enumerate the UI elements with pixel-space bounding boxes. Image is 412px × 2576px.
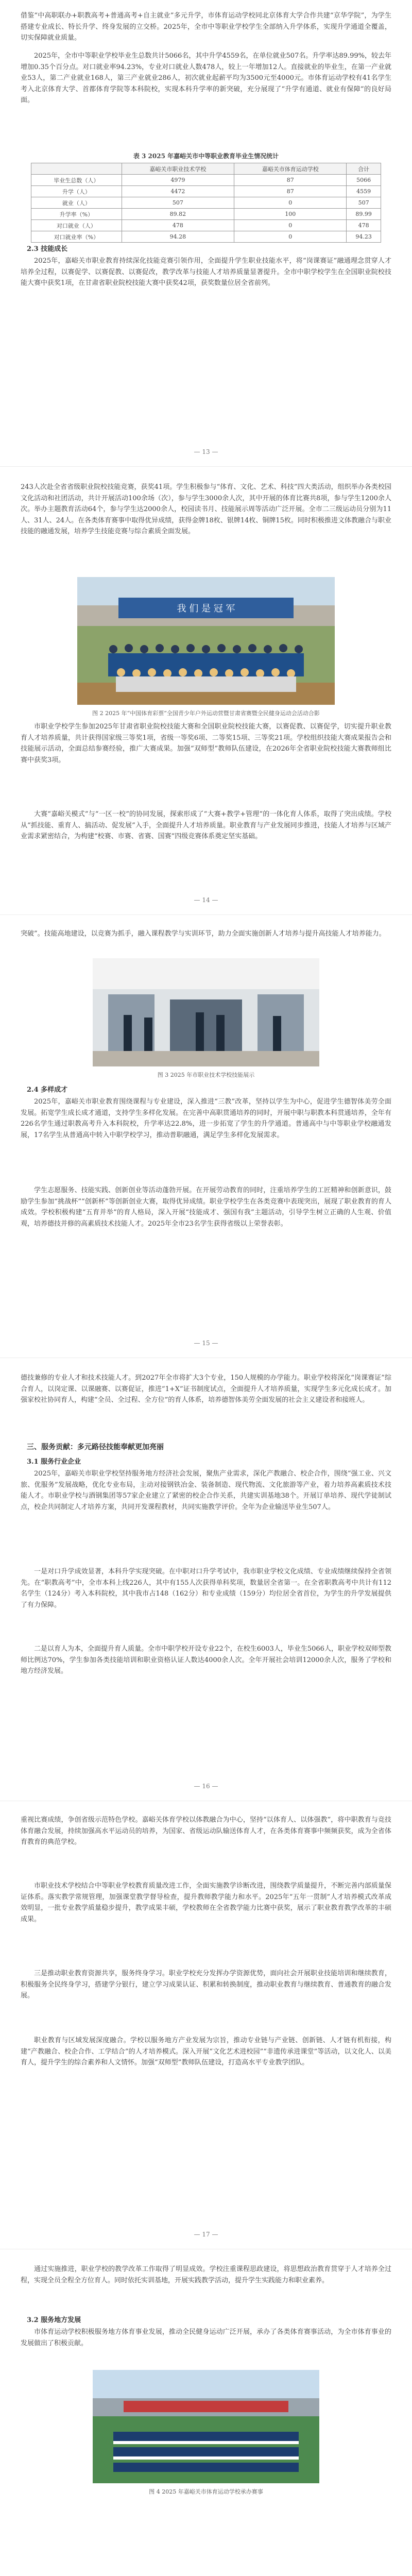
- page5-paragraph-1: 重视比赛成绩，争创省级示范特色学校。嘉峪关体育学校以体教融合为中心，坚持“以体育人、以体强教”，将中职教育与竞技体育融合发展，持续加强高水平运动员的培养，为国家、省级运动队输送体育人才，在各类体育赛事中频频获奖，成为全省体育教育的典范学校。: [21, 1816, 391, 1846]
- table-row: [31, 220, 381, 231]
- page5-paragraph-3: 三是推动职业教育资源共享，服务终身学习。职业学校充分发挥办学资源优势，面向社会开展职业技能培训和继续教育，积极服务全民终身学习，搭建学分银行，建立学习成果认证、积累和转换制度，推动职业教育与继续教育、普通教育的融合发展。: [21, 1970, 391, 1999]
- page-divider: [0, 466, 412, 467]
- sports-event-illustration: [93, 2370, 319, 2483]
- table-row: [31, 175, 381, 186]
- page2-paragraph-1: 243人次赴全省省级职业院校技能竞赛，获奖41项。学生积极参与“体育、文化、艺术、科技”四大类活动，组织举办各类校园文化活动和社团活动，共计开展活动100余场（次），参与学生3000余人次，其中开展的体育比赛共8项，参与学生1200余人次。举办主题教育活动64个，参与学生达2000余人，校园读书月、技能展示周等活动广泛开展。全市二三级运动员分别为11人、31人、24人。在各类体育赛事中取得优异成绩，获得金牌18枚、银牌14枚、铜牌15枚。同时积极推进文体教融合与职业技能的融通发展，培养学生技能竞赛与综合素质全面发展。: [21, 483, 391, 535]
- table-cell: 87: [234, 186, 347, 197]
- page5-paragraph-2: 市职业技术学校结合中等职业学校教育质量改进工作，全面实施教学诊断改进，围绕教学质量提升，不断完善内部质量保证体系。落实教学常规管理，加强课堂教学督导检查，提升教师教学能力和水平。2025年“五年一贯制”人才培养模式改革成效明显，一批专业教学质量稳步提升，教学成果丰硕，学校教师在全省教学能力比赛中获奖，展示了职业教育教学改革的丰硕成果。: [21, 1882, 391, 1923]
- page4-paragraph-1: 德技兼修的专业人才和技术技能人才。到2027年全市将扩大3个专业，150人规模的办学能力。职业学校将深化“岗课赛证”综合育人，以岗定课、以课融赛、以赛促证，推进“1+X”证书制度试点，全面提升人才培养质量，实现学生多元化成长成才。加强家校社协同育人，构建“全员、全过程、全方位”的育人体系，培养德智体美劳全面发展的社会主义建设者和接班人。: [21, 1374, 391, 1404]
- table-cell: 4559: [347, 186, 381, 197]
- team-award-photo: [77, 577, 335, 705]
- table-header-row: [31, 163, 381, 175]
- table-cell: 对口就业率（%）: [31, 231, 122, 243]
- table-row: [31, 209, 381, 220]
- page4-paragraph-3: 一是对口升学成效显著，本科升学实现突破。在中职对口升学考试中，我市职业学校文化成绩、专业成绩继续保持全省领先。在“职教高考”中，全市本科上线226人，其中有155人次获得单科奖项，数量居全省第一。在全省职教高考中共计有112名学生（124分）考入本科院校，其中我市占148（162分）和专业成绩（159分）均位居全省首位，为学生的升学发展提供了有力保障。: [21, 1568, 391, 1609]
- page-number: — 14 —: [194, 896, 218, 904]
- skills-show-illustration: [93, 958, 319, 1066]
- page6-paragraph-1: 通过实施推进，职业学校的教学改革工作取得了明显成效。学校注重课程思政建设，将思想政治教育贯穿于人才培养全过程，实现全员全程全方位育人。同时依托实训基地，开展实践教学活动，提升学生实践能力和职业素养。: [21, 2265, 391, 2284]
- page-number: — 15 —: [194, 1340, 218, 1347]
- table-cell: 毕业生总数（人）: [31, 175, 122, 186]
- table-cell: 94.28: [122, 231, 234, 243]
- page4-paragraph-4: 二是以育人为本，全面提升育人质量。全市中职学校开设专业22个，在校生6003人，毕业生5066人，职业学校双师型教师比例达70%，学生参加各类技能培训和职业资格认证人数达4000余人次。全年开展社会培训12000余人次，服务了学校和地方经济发展。: [21, 1645, 391, 1675]
- table-cell: 0: [234, 220, 347, 231]
- table-cell: 478: [122, 220, 234, 231]
- page-divider: [0, 914, 412, 915]
- table-cell: 升学率（%）: [31, 209, 122, 220]
- table-row: [31, 186, 381, 197]
- page1-paragraph-3: 2025年，嘉峪关市职业教育持续深化技能竞赛引领作用，全面提升学生职业技能水平，将“岗课赛证”融通理念贯穿人才培养全过程，以赛促学、以赛促教、以赛促改，教学改革与技能人才培养质量显著提升。全市中职学校学生在全国职业院校技能大赛中获奖1项，在甘肃省职业院校技能大赛中获奖42项，获奖数量位居全省前列。: [21, 257, 391, 287]
- table-cell: 4979: [122, 175, 234, 186]
- table-header-cell: 合计: [347, 163, 381, 175]
- section-subheading: 2.4 多样成才: [27, 1086, 68, 1094]
- page3-paragraph-2: 2025年，嘉峪关市职业教育围绕课程与专业建设，深入推进“三教”改革，坚持以学生为中心，促进学生德智体美劳全面发展。拓宽学生成长成才通道，支持学生多样化发展。在完善中高职贯通培养的同时，开展中职与职教本科贯通培养，全年有226名学生通过职教高考升入本科院校，升学率达22.8%，进一步拓宽了学生的升学通道。普通高中与中等职业学校融通发展，17名学生从普通高中转入中职学校学习，推动普职融通，满足学生多样化发展需求。: [21, 1098, 391, 1139]
- page3-paragraph-1: 突破”。技能高地建设，以竞赛为抓手，融入课程教学与实训环节，助力全面实施创新人才培养与提升高技能人才培养能力。: [21, 930, 386, 938]
- table-cell: 对口就业（人）: [31, 220, 122, 231]
- table-cell: 478: [347, 220, 381, 231]
- page3-paragraph-3: 学生志愿服务、技能实践、创新创业等活动蓬勃开展。在开展劳动教育的同时，注重培养学生的工匠精神和创新意识，鼓励学生参加“挑战杯”“创新杯”等创新创业大赛，取得优异成绩。职业学校学生在各类竞赛中表现突出，展现了职业教育的育人成效。学校积极构建“五育并举”的育人格局，深入开展“技能成才、强国有我”主题活动，引导学生树立正确的人生观、价值观，培养德技并修的高素质技术技能人才。2025年全市23名学生获得省级以上荣誉表彰。: [21, 1187, 391, 1228]
- graduate-statistics-table: [31, 163, 381, 243]
- table-header-cell: [31, 163, 122, 175]
- photo-caption: 图 4 2025 年嘉峪关市体育运动学校承办赛事: [149, 2488, 263, 2495]
- table-cell: 100: [234, 209, 347, 220]
- page1-paragraph-1: 借鉴“中高职联办+职教高考+普通高考+自主就业”多元升学，市体育运动学校同北京体育大学合作共建“京华学院”，为学生搭建专业成长、特长升学、终身发展的立交桥。2025年，全市中等职业学校学生全部纳入升学体系，实现升学通道全覆盖，切实保障就业质量。: [21, 12, 391, 42]
- banner-text: 我 们 是 冠 军: [177, 603, 235, 614]
- section-subheading: 3.1 服务行业企业: [27, 1458, 81, 1466]
- table-row: [31, 197, 381, 209]
- table-caption: 表 3 2025 年嘉峪关市中等职业教育毕业生情况统计: [133, 152, 279, 160]
- sports-event-photo: [93, 2370, 319, 2483]
- table-cell: 87: [234, 175, 347, 186]
- page2-paragraph-2: 市职业学校学生参加2025年甘肃省职业院校技能大赛和全国职业院校技能大赛，以赛促教、以赛促学，切实提升职业教育人才培养质量，共计获得国家级三等奖1项，省级一等奖6项、二等奖15项、三等奖21项。学校组织技能大赛成果报告会和技能展示活动，全面总结参赛经验，推广大赛成果。加强“双师型”教师队伍建设，在2026年全省职业院校技能大赛教师组比赛中获奖3项。: [21, 723, 391, 764]
- table-cell: 0: [234, 197, 347, 209]
- section-subheading: 3.2 服务地方发展: [27, 2316, 81, 2324]
- table-cell: 就业（人）: [31, 197, 122, 209]
- page1-paragraph-2: 2025年，全市中等职业学校毕业生总数共计5066名，其中升学4559名，在单位就业507名。升学率达89.99%，较去年增加0.35个百分点。对口就业率94.23%，专业对口就业人数478人，较上一年增加12人。直接就业的毕业生，在第一产业就业53人，第二产业就业168人，第三产业就业286人，初次就业起薪平均为3500元至4000元。市体育运动学校有41名学生考入北京体育大学、首都体育学院等本科院校，实现本科升学率的新突破，充分展现了“升学有通道、就业有保障”的良好局面。: [21, 52, 391, 104]
- page-number: — 17 —: [194, 2231, 218, 2238]
- table-header-cell: 嘉峪关市体育运动学校: [234, 163, 347, 175]
- table-cell: 4472: [122, 186, 234, 197]
- table-cell: 507: [347, 197, 381, 209]
- page6-paragraph-2: 市体育运动学校积极服务地方体育事业发展，推动全民健身运动广泛开展，承办了各类体育赛事活动，为全市体育事业的发展做出了积极贡献。: [21, 2328, 391, 2347]
- photo-caption: 图 3 2025 年市职业技术学校技能展示: [157, 1072, 255, 1078]
- table-cell: 89.99: [347, 209, 381, 220]
- skills-show-photo: [93, 958, 319, 1066]
- team-award-illustration: [77, 577, 335, 705]
- table-cell: 升学（人）: [31, 186, 122, 197]
- chapter-heading: 三、服务贡献：多元路径技能奉献更加亮丽: [27, 1443, 164, 1451]
- page2-paragraph-3: 大赛“嘉峪关模式”与“一区一校”的协同发展，探索形成了“大赛+教学+管理”的一体化育人体系，取得了突出成绩。学校从“抓技能、重育人、搞活动、促发展”入手，全面提升人才培养质量。职业教育与产业发展同步推进，技能人才培养与区域产业需求紧密结合，为构建“校赛、市赛、省赛、国赛”四级竞赛体系奠定坚实基础。: [21, 810, 391, 840]
- table-cell: 5066: [347, 175, 381, 186]
- table-cell: 89.82: [122, 209, 234, 220]
- table-header-cell: 嘉峪关市职业技术学校: [122, 163, 234, 175]
- photo-caption: 图 2 2025 年“中国体育彩票”全国青少年户外运动营暨甘肃省赛暨全民健身运动会活动合影: [92, 710, 320, 717]
- table-row: [31, 231, 381, 243]
- table-cell: 94.23: [347, 231, 381, 243]
- page-number: — 16 —: [194, 1783, 218, 1790]
- page4-paragraph-2: 2025年，嘉峪关市职业学校坚持服务地方经济社会发展，聚焦产业需求，深化产教融合、校企合作，围绕“强工业、兴文旅、优服务”发展战略，优化专业布局，主动对接钢铁冶金、装备制造、现代物流、文化旅游等产业，着力培养高素质技术技能人才。市职业学校与酒钢集团等57家企业建立了紧密的校企合作关系，共建实训基地38个。开展订单培养、现代学徒制试点，校企共同制定人才培养方案，共同开发课程教材，共同实施教学评价。全年为企业输送毕业生507人。: [21, 1470, 391, 1511]
- table-cell: 0: [234, 231, 347, 243]
- page-number: — 13 —: [194, 448, 218, 455]
- section-subheading: 2.3 技能成长: [27, 245, 68, 253]
- page5-paragraph-4: 职业教育与区域发展深度融合。学校以服务地方产业发展为宗旨，推动专业链与产业链、创新链、人才链有机衔接，构建“产教融合、校企合作、工学结合”的人才培养模式。深入开展“文化艺术进校园”“非遗传承进课堂”等活动，以文化人、以美育人，提升学生的综合素养和人文情怀。加强“双师型”教师队伍建设，打造高水平专业教学团队。: [21, 2037, 391, 2066]
- table-cell: 507: [122, 197, 234, 209]
